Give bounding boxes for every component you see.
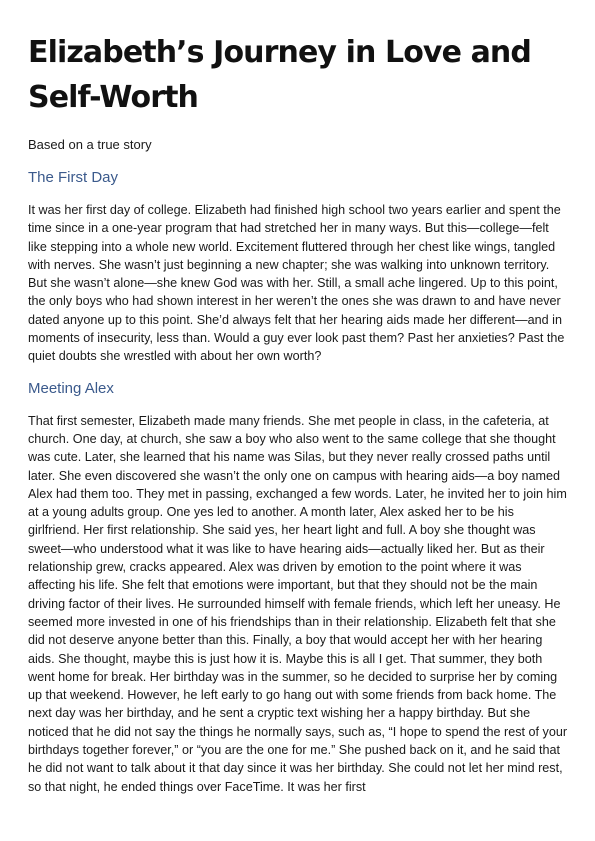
- section-heading: The First Day: [28, 169, 119, 186]
- document-page: [28, 30, 569, 796]
- section-heading: Meeting Alex: [28, 379, 114, 397]
- section-paragraph: That first semester, Elizabeth made many friends. She met people in class, in the cafeteria, at church. One day, at church, she saw a boy who also went to the same college that she thought was cute. Later, she learned that his name was Silas, but they never really crossed paths until later. She even discovered she wasn’t the only one on campus with hearing aids—a boy named Alex had them too. They met in passing, exchanged a few words. Later, he invited her to join him at a young adults group. One yes led to another. A month later, Alex asked her to be his girlfriend. Her first relationship. She said yes, her heart light and full. A boy she thought was sweet—who understood what it was like to have hearing aids—actually liked her. But as their relationship grew, cracks appeared. Alex was driven by emotion to the point where it was affecting his life. She felt that emotions were important, but that they should not be the main driving factor of their lives. He surrounded himself with female friends, which left her uneasy. He seemed more invested in one of his friendships than in their relationship. Elizabeth felt that she did not deserve anyone better than this. Finally, a boy that would accept her with her hearing aids. She thought, maybe this is just how it is. Maybe this is all I get. That summer, they both went home for break. Her birthday was in the summer, so he decided to surprise her by coming up that weekend. However, he left early to go hang out with some friends from back home. The next day was her birthday, and he sent a cryptic text wishing her a happy birthday. But she noticed that he did not say the things he normally says, such as, “I hope to spend the rest of your birthdays together forever,” or “you are the one for me.” She pushed back on it, and he said that he did not want to talk about it that day since it was her birthday. She could not let her mind rest, so that night, he ended things over FaceTime. It was her first: [28, 413, 568, 794]
- section-meeting-alex: [28, 379, 569, 796]
- document-subtitle: Based on a true story: [28, 137, 152, 152]
- document-title: Elizabeth’s Journey in Love and Self-Worth: [28, 35, 531, 115]
- section-paragraph: It was her first day of college. Elizabeth had finished high school two years earlier and spent the time since in a one-year program that had stretched her in many ways. But this—college—felt like stepping into a whole new world. Excitement fluttered through her chest like wings, tangled with nerves. She wasn’t just beginning a new chapter; she was walking into unknown territory. But she wasn’t alone—she knew God was with her. Still, a small ache lingered. Up to this point, the only boys who had shown interest in her weren’t the ones she was drawn to and have never dated anyone up to this point. She’d always felt that her hearing aids made her different—and in moments of insecurity, less than. Would a guy ever look past them? Past her anxieties? Past the quiet doubts she wrestled with about her own worth?: [28, 203, 565, 364]
- section-the-first-day: [28, 168, 569, 366]
